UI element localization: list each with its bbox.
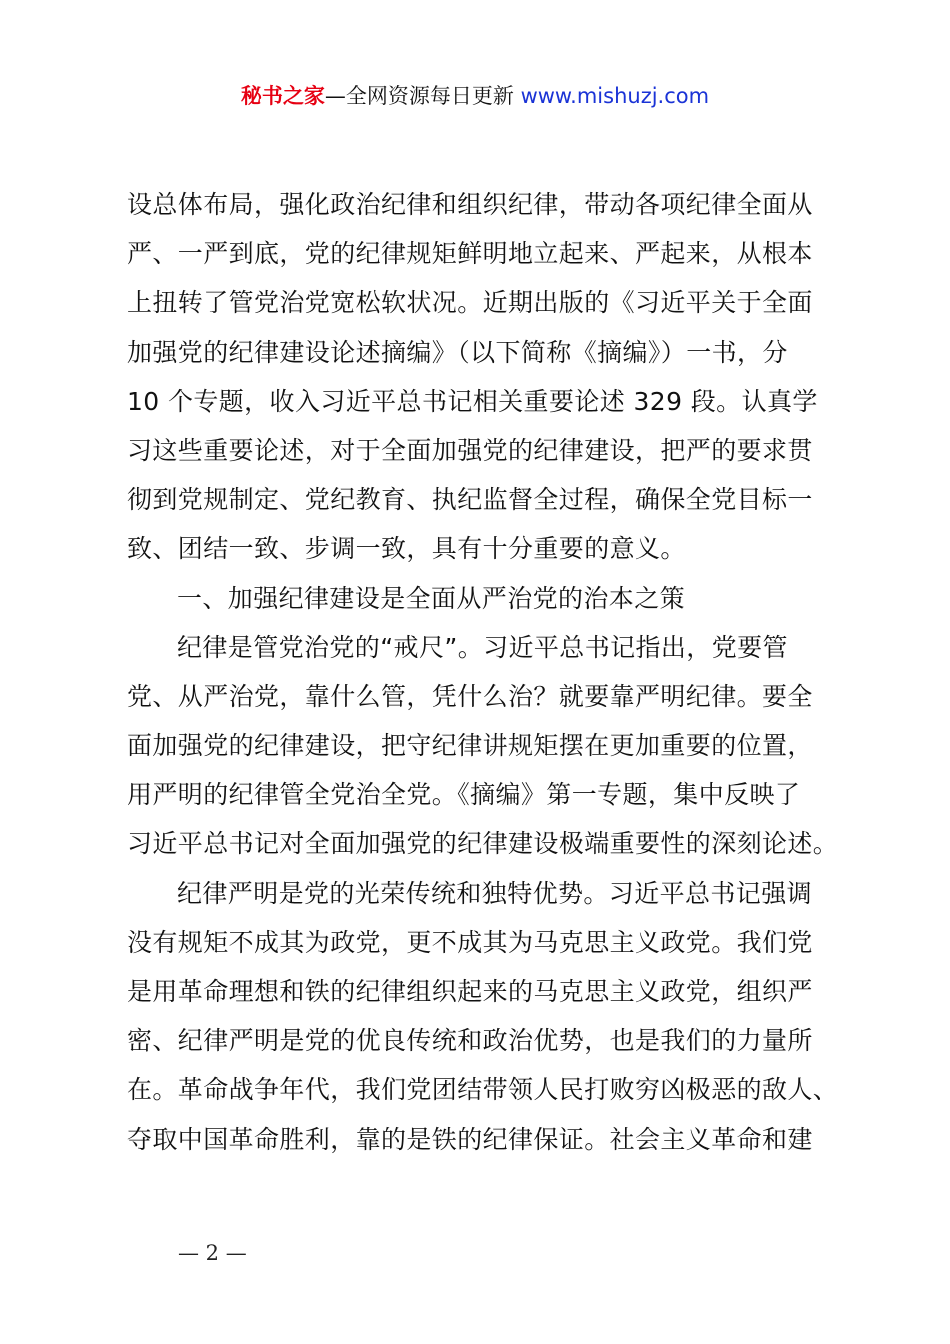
paragraph-start-line: 纪律严明是党的光荣传统和独特优势。习近平总书记强调 bbox=[177, 878, 813, 908]
text-line: 夺取中国革命胜利，靠的是铁的纪律保证。社会主义革命和建 bbox=[127, 1124, 813, 1154]
text-line: 10 个专题，收入习近平总书记相关重要论述 329 段。认真学 bbox=[127, 386, 818, 416]
text-line: 在。革命战争年代，我们党团结带领人民打败穷凶极恶的敌人、 bbox=[127, 1075, 839, 1105]
section-heading: 一、加强纪律建设是全面从严治党的治本之策 bbox=[177, 583, 686, 613]
text-line: 习这些重要论述，对于全面加强党的纪律建设，把严的要求贯 bbox=[127, 435, 813, 465]
site-header bbox=[0, 80, 950, 112]
text-line: 上扭转了管党治党宽松软状况。近期出版的《习近平关于全面 bbox=[127, 288, 813, 318]
text-line: 习近平总书记对全面加强党的纪律建设极端重要性的深刻论述。 bbox=[127, 829, 839, 859]
paragraph-start-line: 纪律是管党治党的“戒尺”。习近平总书记指出，党要管 bbox=[177, 632, 788, 662]
text-line: 没有规矩不成其为政党，更不成其为马克思主义政党。我们党 bbox=[127, 927, 813, 957]
text-line: 面加强党的纪律建设，把守纪律讲规矩摆在更加重要的位置， bbox=[127, 731, 813, 761]
text-line: 致、团结一致、步调一致，具有十分重要的意义。 bbox=[127, 534, 686, 564]
header-tagline: —全网资源每日更新 bbox=[324, 84, 514, 108]
header-url-link[interactable]: www.mishuzj.com bbox=[520, 84, 710, 108]
text-line: 密、纪律严明是党的优良传统和政治优势，也是我们的力量所 bbox=[127, 1026, 813, 1056]
brand-name: 秘书之家 bbox=[240, 84, 325, 108]
document-body bbox=[127, 185, 839, 1169]
text-line: 彻到党规制定、党纪教育、执纪监督全过程，确保全党目标一 bbox=[127, 485, 813, 515]
text-line: 加强党的纪律建设论述摘编》（以下简称《摘编》）一书，分 bbox=[127, 337, 788, 367]
text-line: 用严明的纪律管全党治全党。《摘编》第一专题，集中反映了 bbox=[127, 780, 801, 810]
text-line: 严、一严到底，党的纪律规矩鲜明地立起来、严起来，从根本 bbox=[127, 239, 813, 269]
text-line: 设总体布局，强化政治纪律和组织纪律，带动各项纪律全面从 bbox=[127, 190, 813, 219]
page-number: — 2 — bbox=[178, 1241, 247, 1265]
text-line: 党、从严治党，靠什么管，凭什么治？就要靠严明纪律。要全 bbox=[127, 681, 813, 711]
text-line: 是用革命理想和铁的纪律组织起来的马克思主义政党，组织严 bbox=[127, 977, 813, 1006]
